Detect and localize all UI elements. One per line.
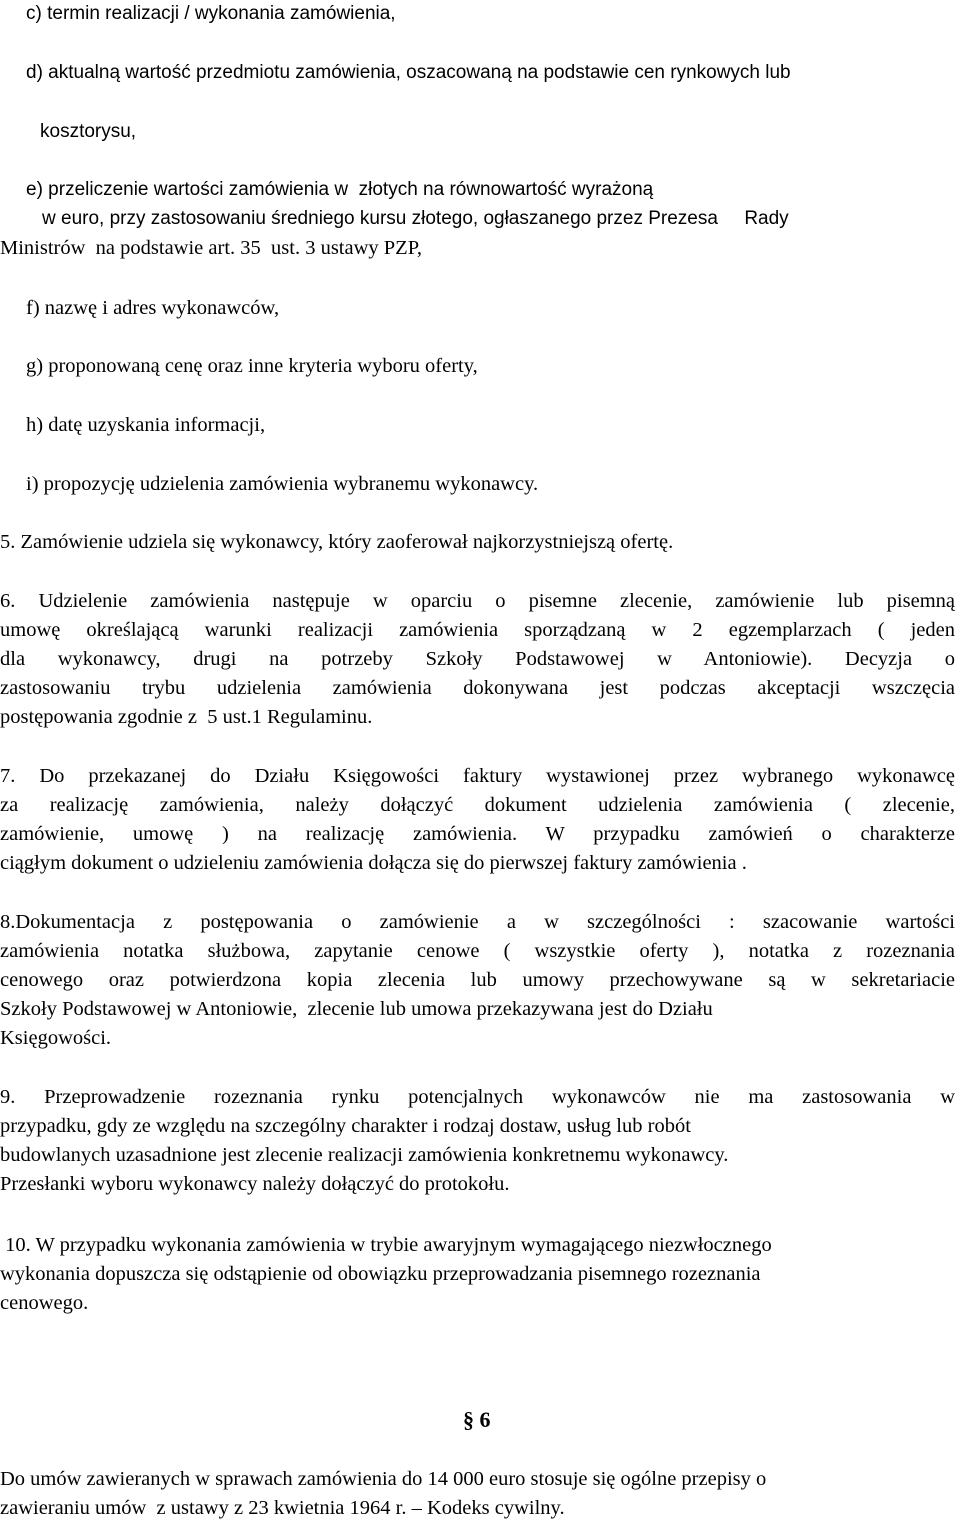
point-7-line2: za realizację zamówienia, należy dołączyć dokument udzielenia zamówienia ( zlecenie,: [0, 794, 955, 816]
point-9-line2: przypadku, gdy ze względu na szczególny charakter i rodzaj dostaw, usług lub robót: [0, 1115, 691, 1137]
point-9-line4: Przesłanki wyboru wykonawcy należy dołączyć do protokołu.: [0, 1173, 510, 1195]
list-item-e-line1: e) przeliczenie wartości zamówienia w złotych na równowartość wyrażoną: [26, 179, 654, 200]
point-6-line5: postępowania zgodnie z 5 ust.1 Regulaminu.: [0, 706, 373, 728]
point-7-line4: ciągłym dokument o udzieleniu zamówienia dołącza się do pierwszej faktury zamówienia .: [0, 852, 747, 874]
point-8-line2: zamówienia notatka służbowa, zapytanie cenowe ( wszystkie oferty ), notatka z rozeznania: [0, 940, 955, 962]
point-6-line2: umowę określającą warunki realizacji zamówienia sporządzaną w 2 egzemplarzach ( jeden: [0, 619, 955, 641]
section-text-line2: zawieraniu umów z ustawy z 23 kwietnia 1964 r. – Kodeks cywilny.: [0, 1497, 565, 1519]
point-8-line3: cenowego oraz potwierdzona kopia zlecenia lub umowy przechowywane są w sekretariacie: [0, 969, 955, 991]
point-9-line3: budowlanych uzasadnione jest zlecenie realizacji zamówienia konkretnemu wykonawcy.: [0, 1144, 729, 1166]
point-5: 5. Zamówienie udziela się wykonawcy, który zaoferował najkorzystniejszą ofertę.: [0, 531, 674, 553]
point-7-line3: zamówienie, umowę ) na realizację zamówienia. W przypadku zamówień o charakterze: [0, 823, 955, 845]
point-10-line2: wykonania dopuszcza się odstąpienie od obowiązku przeprowadzania pisemnego rozeznania: [0, 1263, 761, 1285]
point-8-line5: Księgowości.: [0, 1027, 112, 1049]
list-item-f: f) nazwę i adres wykonawców,: [26, 297, 280, 319]
list-item-e-line2: w euro, przy zastosowaniu średniego kursu złotego, ogłaszanego przez Prezesa Rady: [42, 208, 789, 229]
section-heading: § 6: [463, 1407, 491, 1432]
list-item-d-line1: d) aktualną wartość przedmiotu zamówienia, oszacowaną na podstawie cen rynkowych lub: [26, 62, 791, 83]
point-10-line1: 10. W przypadku wykonania zamówienia w trybie awaryjnym wymagającego niezwłocznego: [0, 1234, 772, 1256]
point-7-line1: 7. Do przekazanej do Działu Księgowości faktury wystawionej przez wybranego wykonawcę: [0, 765, 955, 787]
point-8-line4: Szkoły Podstawowej w Antoniowie, zlecenie lub umowa przekazywana jest do Działu: [0, 998, 713, 1020]
point-9-line1: 9. Przeprowadzenie rozeznania rynku potencjalnych wykonawców nie ma zastosowania w: [0, 1086, 955, 1108]
list-item-d-line2: kosztorysu,: [40, 121, 137, 142]
point-8-line1: 8.Dokumentacja z postępowania o zamówienie a w szczególności : szacowanie wartości: [0, 911, 955, 933]
list-item-g: g) proponowaną cenę oraz inne kryteria wyboru oferty,: [26, 355, 478, 377]
point-6-line4: zastosowaniu trybu udzielenia zamówienia dokonywana jest podczas akceptacji wszczęcia: [0, 677, 955, 699]
section-text-line1: Do umów zawieranych w sprawach zamówienia do 14 000 euro stosuje się ogólne przepisy o: [0, 1468, 767, 1490]
list-item-e-line3: Ministrów na podstawie art. 35 ust. 3 ustawy PZP,: [0, 237, 422, 259]
point-6-line3: dla wykonawcy, drugi na potrzeby Szkoły Podstawowej w Antoniowie). Decyzja o: [0, 648, 955, 670]
list-item-h: h) datę uzyskania informacji,: [26, 414, 266, 436]
point-10-line3: cenowego.: [0, 1292, 89, 1314]
list-item-i: i) propozycję udzielenia zamówienia wybranemu wykonawcy.: [26, 473, 539, 495]
list-item-c: c) termin realizacji / wykonania zamówienia,: [26, 3, 396, 24]
point-6-line1: 6. Udzielenie zamówienia następuje w oparciu o pisemne zlecenie, zamówienie lub pisemną: [0, 590, 955, 612]
